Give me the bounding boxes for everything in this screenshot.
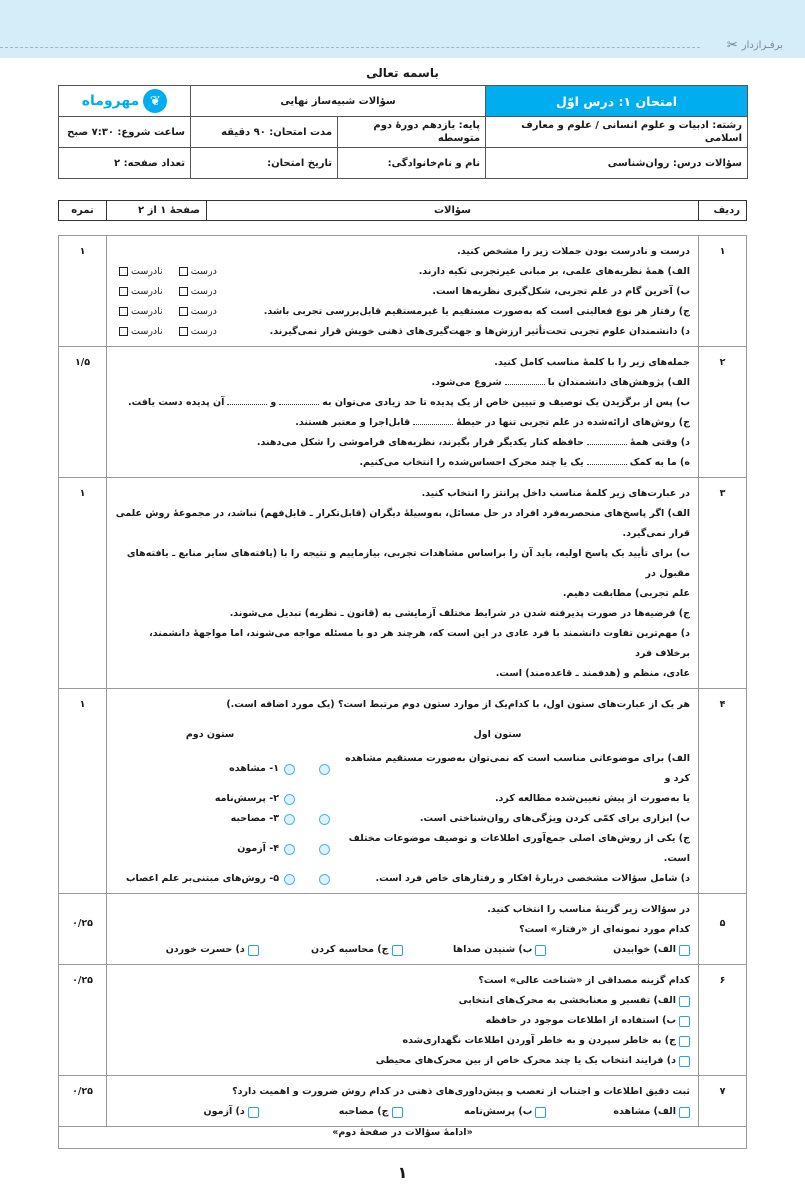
col-questions: سؤالات <box>207 201 699 221</box>
tf-statement: د) دانشمندان علوم تجربی تحت‌تأثیر ارزش‌ها و جهت‌گیری‌های ذهنی خویش قرار نمی‌گیرند. <box>269 326 690 337</box>
matching-right-text: ۵- روش‌های مبتنی‌بر علم اعصاب <box>126 873 279 884</box>
match-point-icon[interactable] <box>319 844 330 855</box>
exam-title: امتحان ۱: درس اوّل <box>486 86 748 117</box>
question-body <box>107 689 699 894</box>
option[interactable]: الف) مشاهده <box>546 1102 690 1122</box>
question-score: ۰/۲۵ <box>59 894 107 965</box>
matching-right-text: ۲- پرسش‌نامه <box>214 793 279 804</box>
field-label: رشته: ادبیات و علوم انسانی / علوم و معارف اسلامی <box>486 117 748 148</box>
matching-row <box>115 869 690 889</box>
butterfly-logo-icon: ❦ <box>143 89 167 113</box>
question-body <box>107 894 699 965</box>
brand-cell <box>59 86 191 117</box>
question-score: ۱ <box>59 236 107 347</box>
question-row <box>59 347 747 478</box>
choice-line: علم تجربی) مطابقت دهیم. <box>562 588 690 599</box>
exam-date-field[interactable]: تاریخ امتحان: <box>191 148 338 179</box>
choice-line: عادی، منظم و (هدفمند ـ قاعده‌مند) است. <box>495 668 690 679</box>
match-point-icon[interactable] <box>284 844 295 855</box>
choice-line: د) مهم‌ترین تفاوت دانشمند با فرد عادی در این است که، هرچند هر دو با مسئله مواجه می‌شوند، اما مواجهۀ دانشمند، برخلاف فرد <box>149 628 690 659</box>
question-prompt: ثبت دقیق اطلاعات و اجتناب از تعصب و پیش‌داوری‌های ذهنی در کدام روش ضرورت و اهمیت دارد؟ <box>232 1086 690 1097</box>
matching-headers <box>115 725 690 745</box>
brand-logo <box>64 89 185 113</box>
choice-line: ج) فرضیه‌ها در صورت پذیرفته شدن در شرایط مختلف آزمایشی به (قانون ـ نظریه) تبدیل می‌شوند. <box>229 608 690 619</box>
cut-label <box>727 38 783 53</box>
brand-name: مهروماه <box>81 93 140 109</box>
fill-item: ج) روش‌های ارائه‌شده در علم تجربی تنها در حیطۀقابل‌اجرا و معتبر هستند. <box>295 417 690 428</box>
matching-row <box>115 749 690 789</box>
question-body <box>107 478 699 689</box>
question-score: ۱ <box>59 478 107 689</box>
checkbox-icon[interactable] <box>392 1107 403 1118</box>
question-prompt: کدام گزینه مصداقی از «شناخت عالی» است؟ <box>478 975 690 986</box>
question-body <box>107 965 699 1076</box>
question-number: ۴ <box>699 689 747 894</box>
matching-right-text: ۴- آزمون <box>237 843 279 854</box>
checkbox-icon[interactable] <box>179 307 188 316</box>
tf-item <box>115 282 690 302</box>
blank-field[interactable] <box>227 395 267 405</box>
question-score: ۱/۵ <box>59 347 107 478</box>
blank-field[interactable] <box>279 395 319 405</box>
question-row <box>59 894 747 965</box>
checkbox-icon[interactable] <box>119 267 128 276</box>
question-score: ۱ <box>59 689 107 894</box>
choice-line: ب) برای تأیید یک پاسخ اولیه، باید آن را براساس مشاهدات تجربی، بیازماییم و نتیجه را با (یافته‌های سایر منابع ـ یافته‌های مقبول در <box>126 548 690 579</box>
col-page-of: صفحۀ ۱ از ۲ <box>107 201 207 221</box>
match-point-icon[interactable] <box>319 814 330 825</box>
fill-item: ب) پس از برگزیدن یک توصیف و تبیین خاص از یک پدیده تا حد زیادی می‌توان بهوآن پدیده دست یافت. <box>128 397 690 408</box>
student-name-field[interactable]: نام و نام‌خانوادگی: <box>338 148 486 179</box>
matching-right-text: ۱- مشاهده <box>229 763 279 774</box>
page-number: ۱ <box>397 1163 408 1182</box>
match-point-icon[interactable] <box>319 764 330 775</box>
cut-line <box>0 47 700 48</box>
question-number: ۲ <box>699 347 747 478</box>
tf-statement: الف) همۀ نظریه‌های علمی، بر مبانی غیرتجربی تکیه دارند. <box>418 266 690 277</box>
option[interactable]: ب) استفاده از اطلاعات موجود در حافظه <box>115 1011 690 1031</box>
fill-item: الف) پژوهش‌های دانشمندان باشروع می‌شود. <box>431 377 690 388</box>
question-row <box>59 236 747 347</box>
scissors-icon: ✂ <box>726 38 738 53</box>
matching-left-text: ج) یکی از روش‌های اصلی جمع‌آوری اطلاعات و توصیف موضوعات مختلف است. <box>348 833 690 864</box>
match-point-icon[interactable] <box>284 874 295 885</box>
match-point-icon[interactable] <box>319 874 330 885</box>
checkbox-icon[interactable] <box>248 1107 259 1118</box>
col-score: نمره <box>59 201 107 221</box>
true-option[interactable]: درست <box>175 302 217 322</box>
question-body <box>107 236 699 347</box>
continued-note: «ادامۀ سؤالات در صفحۀ دوم» <box>59 1127 747 1149</box>
tf-item <box>115 302 690 322</box>
checkbox-icon[interactable] <box>119 327 128 336</box>
checkbox-icon[interactable] <box>119 287 128 296</box>
column-one-title: ستون اول <box>473 729 522 740</box>
blank-field[interactable] <box>587 455 627 465</box>
checkbox-icon[interactable] <box>535 945 546 956</box>
match-point-icon[interactable] <box>284 794 295 805</box>
question-number: ۷ <box>699 1076 747 1127</box>
option[interactable]: د) فرایند انتخاب یک یا چند محرک خاص از بین محرک‌های محیطی <box>115 1051 690 1071</box>
page-count-label: تعداد صفحه: ۲ <box>59 148 191 179</box>
choice-line: الف) اگر پاسخ‌های منحصربه‌فرد افراد در حل مسائل، به‌وسیلۀ دیگران (قابل‌تکرار ـ قابل‌فهم) نباشد، در مجموعۀ روش علمی قرار نمی‌گیرد. <box>115 508 690 539</box>
option[interactable]: ب) شنیدن صداها <box>403 940 547 960</box>
options <box>115 1102 690 1122</box>
fill-item: ه) ما به کمکیک یا چند محرک احساس‌شده را انتخاب می‌کنیم. <box>359 457 690 468</box>
start-time-label: ساعت شروع: ۷:۳۰ صبح <box>59 117 191 148</box>
match-point-icon[interactable] <box>284 764 295 775</box>
question-number: ۶ <box>699 965 747 1076</box>
checkbox-icon[interactable] <box>679 1016 690 1027</box>
checkbox-icon[interactable] <box>119 307 128 316</box>
col-row: ردیف <box>699 201 747 221</box>
fill-item: د) وقتی همۀحافظه کنار یکدیگر قرار بگیرند، نظریه‌های فراموشی را شکل می‌دهند. <box>256 437 690 448</box>
checkbox-icon[interactable] <box>679 996 690 1007</box>
question-row <box>59 689 747 894</box>
option[interactable]: الف) خوابیدن <box>546 940 690 960</box>
bismillah: باسمه تعالی <box>366 66 439 80</box>
question-number: ۳ <box>699 478 747 689</box>
question-score: ۰/۲۵ <box>59 1076 107 1127</box>
question-prompt: جمله‌های زیر را با کلمۀ مناسب کامل کنید. <box>494 357 690 368</box>
question-row <box>59 478 747 689</box>
questions-table <box>58 235 747 1149</box>
option[interactable]: ج) مصاحبه <box>259 1102 403 1122</box>
grade-label: پایه: یازدهم دورۀ دوم متوسطه <box>338 117 486 148</box>
question-score: ۰/۲۵ <box>59 965 107 1076</box>
checkbox-icon[interactable] <box>535 1107 546 1118</box>
blank-field[interactable] <box>413 415 453 425</box>
true-option[interactable]: درست <box>175 262 217 282</box>
checkbox-icon[interactable] <box>679 1036 690 1047</box>
question-intro: در سؤالات زیر گزینۀ مناسب را انتخاب کنید. <box>487 904 690 915</box>
tf-statement: ج) رفتار هر نوع فعالیتی است که به‌صورت مستقیم یا غیرمستقیم قابل‌بررسی تجربی باشد. <box>263 306 690 317</box>
true-option[interactable]: درست <box>175 322 217 342</box>
column-two-title: ستون دوم <box>185 729 235 740</box>
checkbox-icon[interactable] <box>679 945 690 956</box>
true-option[interactable]: درست <box>175 282 217 302</box>
matching-left-text: یا به‌صورت از پیش تعیین‌شده مطالعه کرد. <box>494 793 690 804</box>
question-body <box>107 1076 699 1127</box>
false-option[interactable]: نادرست <box>115 322 163 342</box>
tf-item <box>115 322 690 342</box>
exam-header <box>58 85 748 179</box>
tf-statement: ب) آخرین گام در علم تجربی، شکل‌گیری نظریه‌ها است. <box>432 286 690 297</box>
question-number: ۵ <box>699 894 747 965</box>
false-option[interactable]: نادرست <box>115 262 163 282</box>
tf-item <box>115 262 690 282</box>
duration-label: مدت امتحان: ۹۰ دقیقه <box>191 117 338 148</box>
matching-row <box>115 789 690 809</box>
match-point-icon[interactable] <box>284 814 295 825</box>
question-prompt: هر یک از عبارت‌های ستون اول، با کدام‌یک از موارد ستون دوم مرتبط است؟ (یک مورد اضافه است.) <box>226 699 690 710</box>
option[interactable]: ب) پرسش‌نامه <box>403 1102 547 1122</box>
checkbox-icon[interactable] <box>392 945 403 956</box>
question-number: ۱ <box>699 236 747 347</box>
option[interactable]: د) آزمون <box>115 1102 259 1122</box>
false-option[interactable]: نادرست <box>115 282 163 302</box>
false-option[interactable]: نادرست <box>115 302 163 322</box>
checkbox-icon[interactable] <box>679 1056 690 1067</box>
question-body <box>107 347 699 478</box>
checkbox-icon[interactable] <box>679 1107 690 1118</box>
question-row <box>59 965 747 1076</box>
checkbox-icon[interactable] <box>248 945 259 956</box>
cut-strip <box>0 0 805 58</box>
matching-left-text: الف) برای موضوعاتی مناسب است که نمی‌توان به‌صورت مستقیم مشاهده کرد و <box>345 753 690 784</box>
matching-row <box>115 829 690 869</box>
matching-right-text: ۳- مصاحبه <box>230 813 279 824</box>
option[interactable]: الف) تفسیر و معنابخشی به محرک‌های انتخابی <box>115 991 690 1011</box>
matching-left-text: د) شامل سؤالات مشخصی دربارۀ افکار و رفتارهای خاص فرد است. <box>375 873 690 884</box>
matching-left-text: ب) ابزاری برای کمّی کردن ویژگی‌های روان‌شناختی است. <box>419 813 690 824</box>
exam-series: سؤالات شبیه‌ساز نهایی <box>191 86 486 117</box>
subject-label: سؤالات درس: روان‌شناسی <box>486 148 748 179</box>
option[interactable]: د) حسرت خوردن <box>115 940 259 960</box>
checkbox-icon[interactable] <box>179 327 188 336</box>
question-prompt: درست و نادرست بودن جملات زیر را مشخص کنید. <box>457 246 690 257</box>
question-row <box>59 1076 747 1127</box>
blank-field[interactable] <box>505 375 545 385</box>
cut-label-text: برفـرازدار <box>741 40 783 51</box>
blank-field[interactable] <box>587 435 627 445</box>
options <box>115 940 690 960</box>
question-prompt: در عبارت‌های زیر کلمۀ مناسب داخل پرانتز را انتخاب کنید. <box>421 488 690 499</box>
checkbox-icon[interactable] <box>179 287 188 296</box>
checkbox-icon[interactable] <box>179 267 188 276</box>
question-prompt: کدام مورد نمونه‌ای از «رفتار» است؟ <box>519 924 690 935</box>
column-header <box>58 200 747 221</box>
option[interactable]: ج) محاسبه کردن <box>259 940 403 960</box>
matching-row <box>115 809 690 829</box>
option[interactable]: ج) به خاطر سپردن و به خاطر آوردن اطلاعات نگهداری‌شده <box>115 1031 690 1051</box>
